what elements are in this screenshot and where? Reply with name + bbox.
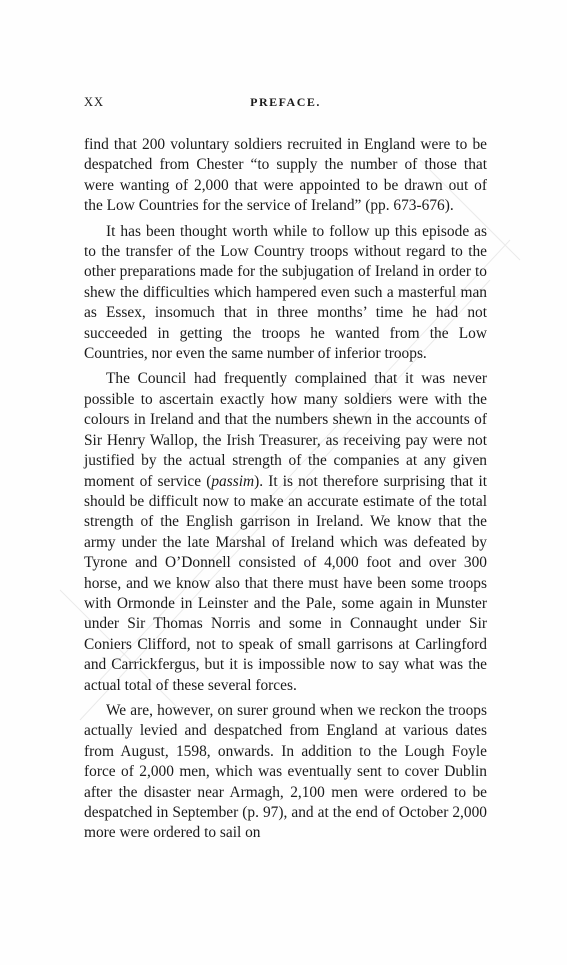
paragraph-1: find that 200 voluntary soldiers recruited in England were to be despatched from Chester “to supply the number of those that were wanting of 2,000 that were appointed to be drawn out of the Low Countries for the service of Ireland” (pp. 673-676).: [84, 136, 487, 215]
paragraph-2: It has been thought worth while to follow up this episode as to the transfer of the Low Country troops without regard to the other preparations made for the subjugation of Ireland in order to shew the difficulties which hampered even such a masterful man as Essex, insomuch that in three months’ time he had not succeeded in getting the troops he wanted from the Low Countries, nor even the same number of inferior troops.: [84, 222, 487, 363]
paragraph-4: We are, however, on surer ground when we reckon the troops actually levied and despatched from England at various dates from August, 1598, onwards. In addition to the Lough Foyle force of 2,000 men, which was eventually sent to cover Dublin after the disaster near Armagh, 2,100 men were ordered to be despatched in September (p. 97), and at the end of October 2,000 more were ordered to sail on: [84, 701, 487, 842]
running-title: PREFACE.: [250, 95, 321, 109]
paragraph-3-italic: passim: [211, 472, 255, 490]
paragraph-3-text-a: The Council had frequently complained that it was never possible to ascertain exactly how many soldiers were with the colours in Ireland and that the numbers shewn in the accounts of Sir Henry Wallop, the Irish Treasurer, as receiving pay were not justified by the actual strength of the companies at any given moment of service (: [84, 370, 487, 490]
body-text: [84, 135, 487, 844]
page-number: XX: [84, 95, 105, 109]
running-header: [84, 95, 487, 115]
paragraph-3: [84, 369, 487, 696]
paragraph-3-text-b: ). It is not therefore surprising that it should be difficult now to make an accurate estimate of the total strength of the English garrison in Ireland. We know that the army under the late Marshal of Ireland which was defeated by Tyrone and O’Donnell consisted of 4,000 foot and over 300 horse, and we know also that there must have been some troops with Ormonde in Leinster and the Pale, some again in Munster under Sir Thomas Norris and some in Connaught under Sir Coniers Clifford, not to speak of small garrisons at Carlingford and Carrickfergus, but it is impossible now to say what was the actual total of these several forces.: [84, 472, 488, 694]
